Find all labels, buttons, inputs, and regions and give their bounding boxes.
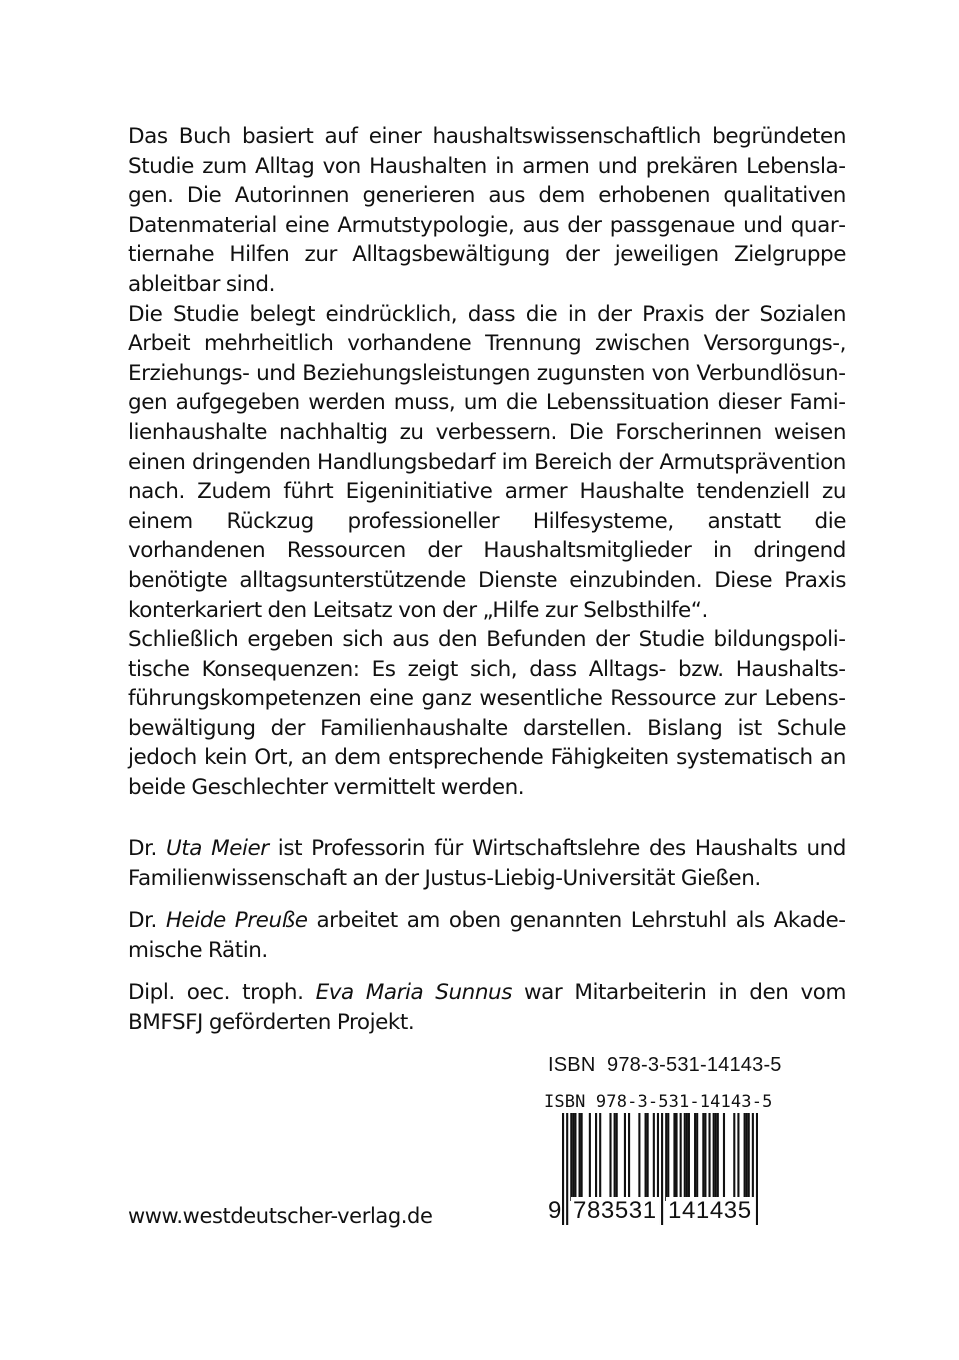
barcode-bar (723, 1113, 725, 1201)
barcode-left-digits: 783531 (573, 1197, 657, 1224)
barcode-bar (624, 1113, 626, 1201)
barcode-first-digit: 9 (548, 1197, 562, 1224)
barcode-bar (609, 1113, 611, 1201)
barcode-guard-bar (661, 1113, 663, 1225)
description-paragraph-3: Schließlich ergeben sich aus den Befunden der Studie bildungspolitische Konsequenzen: Es zeigt sich, dass Alltags- bzw. Haushaltsführungskompetenzen eine ganz wesentliche Ressource zur Lebensbewältigung der Familienhaushalte darstellen. Bislang ist Schule jedoch kein Ort, an dem entsprechende Fähigkeiten systematisch an beide Geschlechter vermittelt werden. (128, 627, 846, 801)
author-name: Heide Preuße (165, 908, 308, 934)
barcode-bar (589, 1113, 591, 1201)
barcode-bar (628, 1113, 630, 1201)
author-bio-2 (128, 906, 846, 965)
barcode-bar (733, 1113, 735, 1201)
author-bio-3 (128, 978, 846, 1037)
barcode-bar (574, 1113, 576, 1201)
barcode-guard-bar (756, 1113, 758, 1225)
description-paragraph-2: Die Studie belegt eindrücklich, dass die in der Praxis der Sozialen Arbeit mehrheitlich vorhandene Trennung zwischen Versorgungs-, Erziehungs- und Beziehungsleistungen zugunsten von Verbundlösungen aufgegeben werden muss, um die Lebenssituation dieser Familienhaushalte nachhaltig zu verbessern. Die Forscherinnen weisen einen dringenden Handlungsbedarf im Bereich der Armutsprävention nach. Zudem führt Eigeninitiative armer Haushalte tendenziell zu einem Rückzug professioneller Hilfesysteme, anstatt die vorhandenen Ressourcen der Haushaltsmitglieder in dringend benötigte alltagsunterstützende Dienste einzubinden. Diese Praxis konterkariert den Leitsatz von der „Hilfe zur Selbsthilfe“. (128, 301, 846, 623)
barcode-bar (713, 1113, 715, 1201)
barcode-isbn-text: ISBN 978-3-531-14143-5 (544, 1092, 773, 1112)
barcode-bar (614, 1113, 616, 1201)
barcode-bar (572, 1113, 574, 1201)
barcode-bar (673, 1113, 675, 1201)
barcode-bar (599, 1113, 601, 1201)
barcode-bar (684, 1113, 686, 1201)
barcode-bar (737, 1113, 739, 1201)
barcode-bar (647, 1113, 649, 1201)
author-name: Eva Maria Sunnus (315, 980, 512, 1006)
author-description: ist Professorin für Wirtschaftslehre des Haushalts und Familienwissenschaft an der Justus-Liebig-Universität Gießen. (128, 836, 846, 891)
barcode-bar (581, 1113, 583, 1201)
barcode-guard-bar (566, 1113, 568, 1225)
barcode-bar (579, 1113, 581, 1201)
author-bio-1 (128, 834, 846, 893)
author-prefix: Dr. (128, 908, 157, 934)
barcode-bar (702, 1113, 704, 1201)
barcode-bar (645, 1113, 647, 1201)
barcode-right-digits: 141435 (668, 1197, 752, 1224)
author-description: war Mitarbeiterin in den vom BMFSFJ geförderten Projekt. (128, 980, 846, 1035)
barcode-bar (680, 1113, 682, 1201)
barcode-bar (748, 1113, 750, 1201)
barcode-bar (665, 1113, 667, 1201)
author-name: Uta Meier (166, 836, 269, 861)
description-text (128, 122, 846, 803)
barcode-bar (694, 1113, 696, 1201)
barcode-bar (667, 1113, 669, 1201)
barcode-bar (746, 1113, 748, 1201)
barcode-bar (708, 1113, 710, 1201)
barcode-bar (570, 1113, 572, 1201)
author-prefix: Dr. (128, 836, 157, 861)
barcode-bar (686, 1113, 688, 1201)
barcode-bar (688, 1113, 690, 1201)
barcode-bar (595, 1113, 597, 1201)
author-prefix: Dipl. oec. troph. (128, 980, 304, 1006)
description-paragraph-1: Das Buch basiert auf einer haushaltswissenschaftlich begründeten Studie zum Alltag von Haushalten in armen und prekären Lebenslagen. Die Autorinnen generieren aus dem erhobenen qualitativen Datenmaterial eine Armutstypologie, aus der passgenaue und quartiernahe Hilfen zur Alltagsbewältigung der jeweiligen Zielgruppe ableitbar sind. (128, 124, 846, 297)
barcode-bar (675, 1113, 677, 1201)
barcode-bar (717, 1113, 719, 1201)
author-bios (128, 834, 846, 1051)
barcode-bar (653, 1113, 655, 1201)
barcode-bar (744, 1113, 746, 1201)
barcode-bar (715, 1113, 717, 1201)
author-description: arbeitet am oben genannten Lehrstuhl als Akademische Rätin. (128, 908, 847, 963)
barcode-bar (638, 1113, 640, 1201)
barcode-bar (704, 1113, 706, 1201)
isbn-label: ISBN 978-3-531-14143-5 (548, 1054, 782, 1076)
barcode-bar (696, 1113, 698, 1201)
barcode-bar (616, 1113, 618, 1201)
publisher-website: www.westdeutscher-verlag.de (128, 1204, 433, 1228)
